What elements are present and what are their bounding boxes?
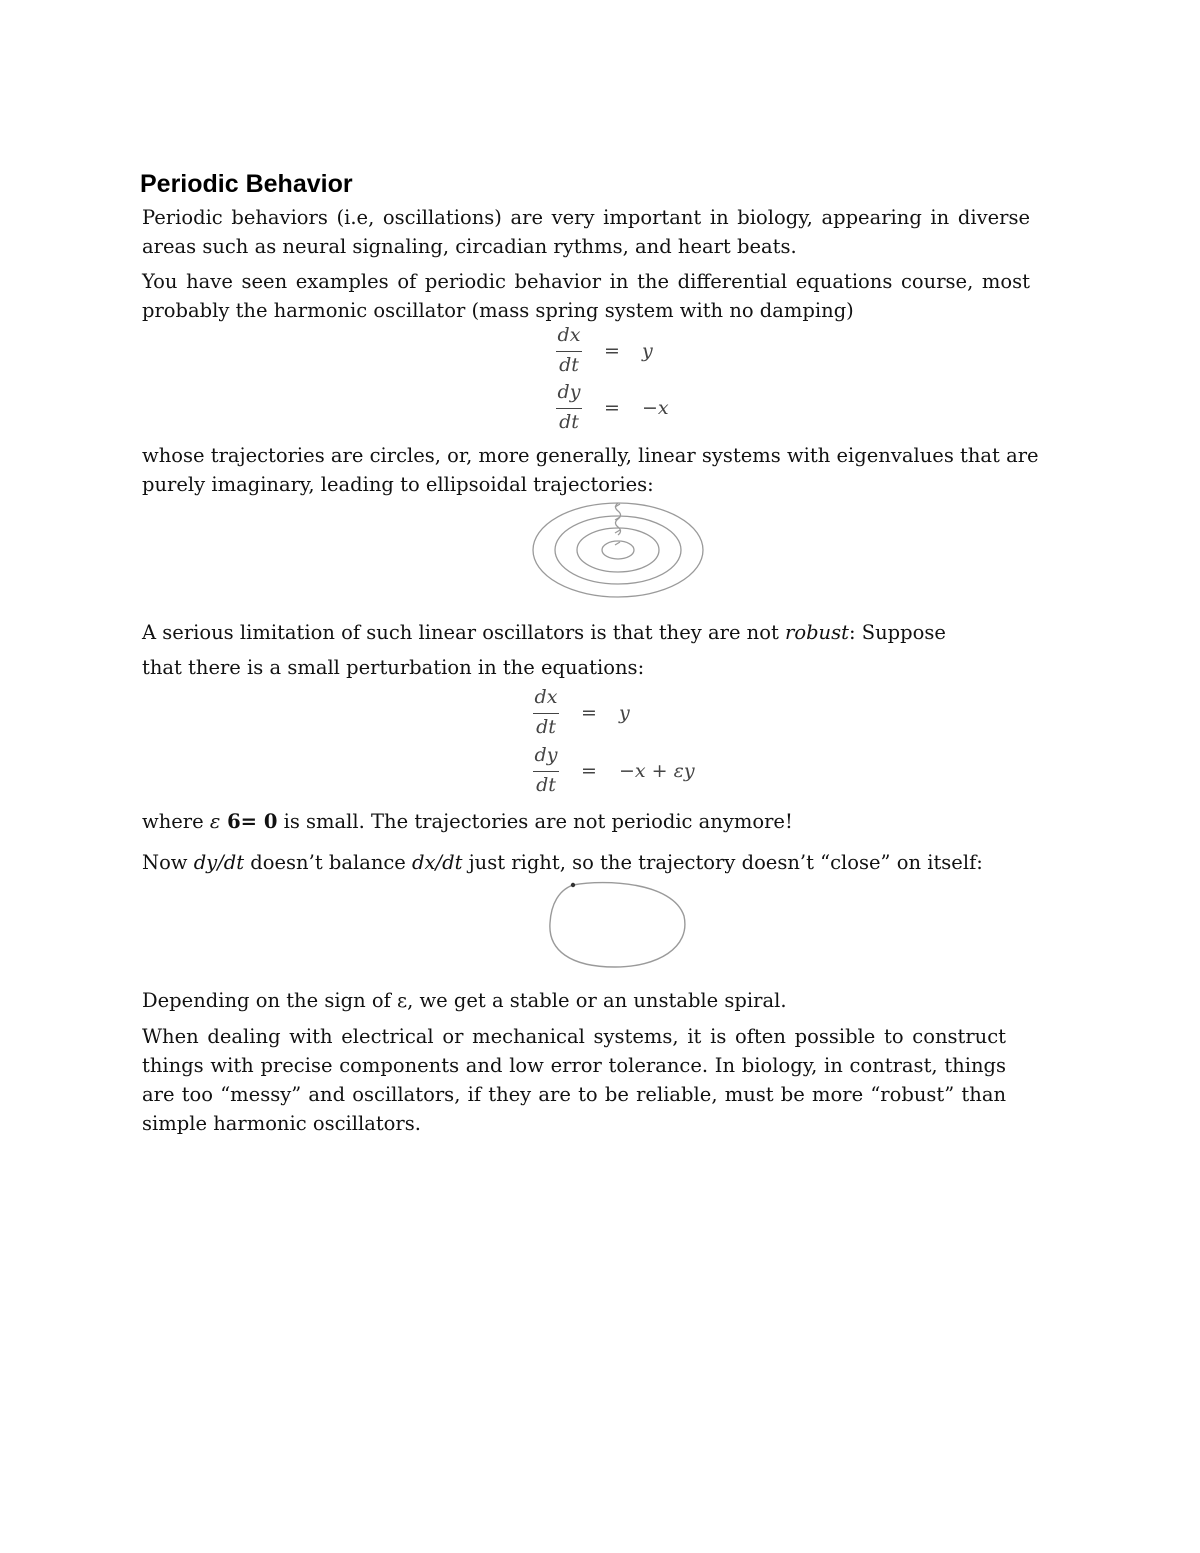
page-title: Periodic Behavior	[140, 170, 353, 198]
equation-rhs: −x + εy	[619, 760, 695, 782]
limitation-line: A serious limitation of such linear oscillators is that they are not robust: Suppose	[142, 621, 946, 644]
trajectory-start-dot	[571, 883, 575, 887]
epsilon-condition: 6= 0	[220, 810, 278, 833]
equals-sign: =	[581, 760, 597, 782]
intro-paragraph: Periodic behaviors (i.e, oscillations) are very important in biology, appearing in diverse areas such as neural signaling, circadian rythms, and heart beats.	[142, 206, 1030, 258]
equals-sign: =	[604, 340, 620, 362]
depending-line: Depending on the sign of ε, we get a stable or an unstable spiral.	[142, 989, 787, 1012]
dx-dt-emphasis: dx/dt	[412, 851, 463, 874]
closing-paragraph: When dealing with electrical or mechanical systems, it is often possible to construct things with precise components and low error tolerance. In biology, in contrast, things are too “messy” and oscillators, if they are to be reliable, must be more “robust” than simple harmonic oscillators.	[142, 1025, 1006, 1135]
equals-sign: =	[581, 702, 597, 724]
examples-paragraph: You have seen examples of periodic behavior in the differential equations course, most probably the harmonic oscillator (mass spring system with no damping)	[142, 270, 1030, 322]
perturbed-equations: dx dt = y dy dt = −x + εy	[534, 686, 695, 796]
trajectories-line-1: whose trajectories are circles, or, more generally, linear systems with eigenvalues that are	[142, 444, 1039, 467]
equation-rhs: y	[642, 340, 653, 362]
now-line: Now dy/dt doesn’t balance dx/dt just right, so the trajectory doesn’t “close” on itself:	[142, 851, 983, 874]
equation-rhs: y	[619, 702, 630, 724]
concentric-ellipses-figure	[528, 498, 708, 602]
harmonic-equations: dx dt = y dy dt = −x	[557, 324, 669, 433]
equation-rhs: −x	[642, 397, 669, 419]
outer-ellipse	[533, 503, 703, 597]
robust-emphasis: robust	[785, 621, 849, 644]
open-trajectory-figure	[545, 878, 690, 973]
epsilon-symbol: ε	[209, 810, 221, 833]
trajectory-curve	[550, 883, 685, 967]
perturbation-line: that there is a small perturbation in the equations:	[142, 656, 645, 679]
equals-sign: =	[604, 397, 620, 419]
trajectories-line-2: purely imaginary, leading to ellipsoidal trajectories:	[142, 473, 654, 496]
where-line: where ε 6= 0 is small. The trajectories are not periodic anymore!	[142, 810, 793, 833]
dy-dt-emphasis: dy/dt	[193, 851, 245, 874]
